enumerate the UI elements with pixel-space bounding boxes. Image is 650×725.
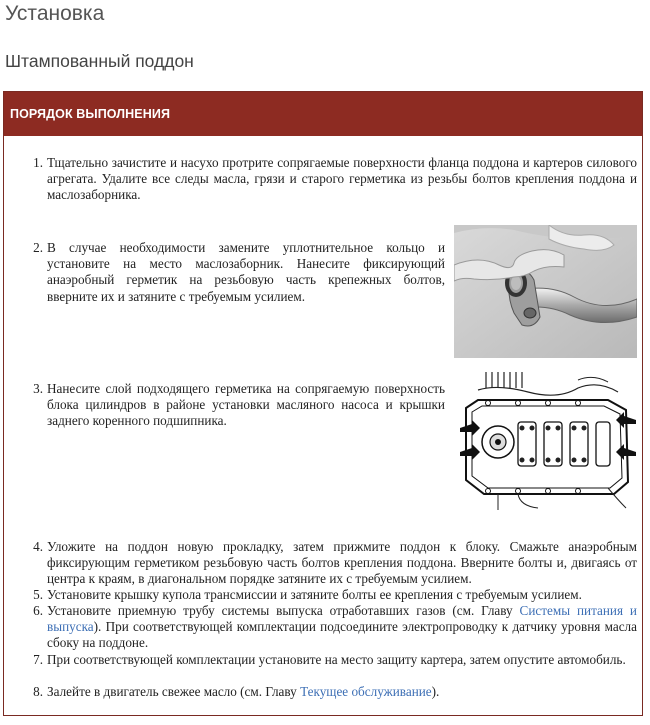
step-number: 7. xyxy=(33,652,43,667)
step-number: 2. xyxy=(33,240,43,255)
step-2 xyxy=(33,240,445,305)
page-title: Установка xyxy=(5,2,105,25)
step-5 xyxy=(33,587,637,603)
step-3 xyxy=(33,381,445,430)
step-text: Уложите на поддон новую прокладку, затем прижмите поддон к блоку. Смажьте анаэробным фиксирующим герметиком резьбовую часть болтов крепления поддона. Вверните болты и, двигаясь от центра к краям, в диагональном порядке затяните их с требуемым усилием. xyxy=(47,539,637,587)
procedure-header: ПОРЯДОК ВЫПОЛНЕНИЯ xyxy=(4,92,642,136)
step-4 xyxy=(33,539,637,588)
step-number: 8. xyxy=(33,684,43,699)
step-text: В случае необходимости замените уплотнительное кольцо и установите на место маслозаборник. Нанесите фиксирующий анаэробный герметик на резьбовую часть крепежных болтов, вверните их и затяните с требуемым усилием. xyxy=(47,240,445,304)
step-1 xyxy=(33,155,637,204)
page-subtitle: Штампованный поддон xyxy=(5,51,194,71)
step-8 xyxy=(33,684,637,700)
step-text-after: ). При соответствующей комплектации подсоедините электропроводку к датчику уровня масла сбоку на поддоне. xyxy=(47,619,637,651)
step-7 xyxy=(33,652,637,668)
step-text-before: Залейте в двигатель свежее масло (см. Главу xyxy=(47,684,301,699)
step-number: 4. xyxy=(33,539,43,554)
step-text-after: ). xyxy=(431,684,440,699)
step-text: Тщательно зачистите и насухо протрите сопрягаемые поверхности фланца поддона и картеров силового агрегата. Удалите все следы масла, грязи и старого герметика из резьбы болтов крепления поддона и маслозаборника. xyxy=(47,155,637,203)
step-text: Нанесите слой подходящего герметика на сопрягаемую поверхность блока цилиндров в районе установки масляного насоса и крышки заднего коренного подшипника. xyxy=(47,381,445,429)
engine-block-diagram xyxy=(458,370,638,512)
link-fuel-exhaust[interactable]: Системы питания и выпуска xyxy=(47,603,637,635)
link-maintenance[interactable]: Текущее обслуживание xyxy=(300,684,432,699)
step-text: При соответствующей комплектации установите на место защиту картера, затем опустите автомобиль. xyxy=(47,652,626,667)
step-number: 1. xyxy=(33,155,43,170)
step-text-before: Установите приемную трубу системы выпуска отработавших газов (см. Главу xyxy=(47,603,520,618)
oil-pickup-photo xyxy=(454,225,637,358)
step-number: 3. xyxy=(33,381,43,396)
step-6 xyxy=(33,603,637,652)
step-text: Установите крышку купола трансмиссии и затяните болты ее крепления с требуемым усилием. xyxy=(47,587,582,602)
step-number: 5. xyxy=(33,587,43,602)
step-number: 6. xyxy=(33,603,43,618)
